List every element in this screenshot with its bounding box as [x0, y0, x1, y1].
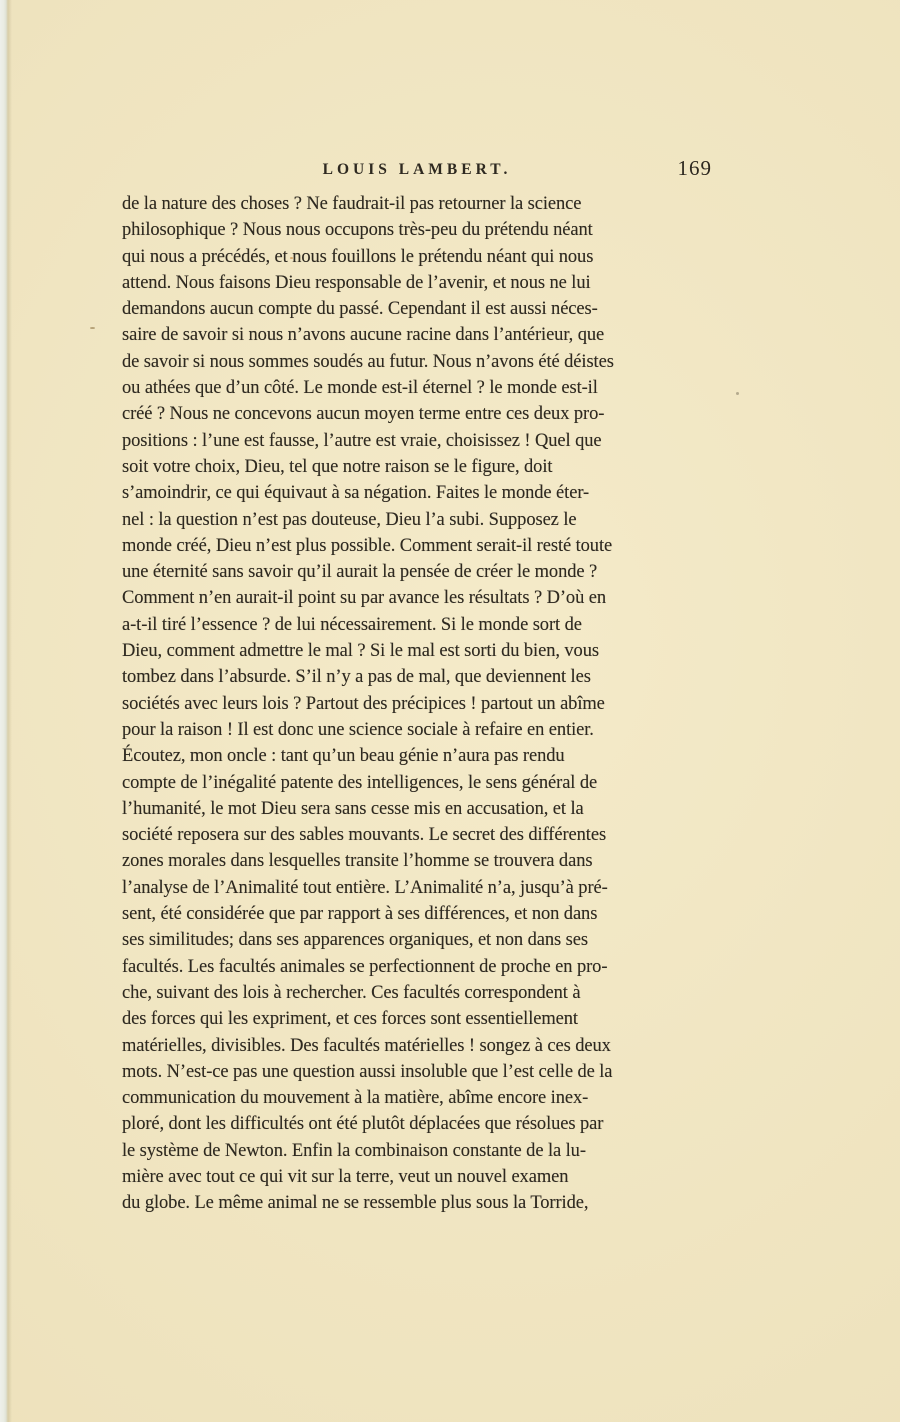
text-line: attend. Nous faisons Dieu responsable de l’avenir, et nous ne lui [122, 272, 591, 293]
text-line: saire de savoir si nous n’avons aucune racine dans l’antérieur, que [122, 325, 605, 346]
text-line: soit votre choix, Dieu, tel que notre raison se le figure, doit [122, 456, 553, 477]
text-line: ou athées que d’un côté. Le monde est-il éternel ? le monde est-il [122, 378, 598, 399]
text-line: l’analyse de l’Animalité tout entière. L’Animalité n’a, jusqu’à pré- [122, 877, 608, 898]
text-line: demandons aucun compte du passé. Cependant il est aussi néces- [122, 299, 598, 320]
text-line: sent, été considérée que par rapport à ses différences, et non dans [122, 904, 598, 925]
text-line: communication du mouvement à la matière, abîme encore inex- [122, 1088, 589, 1109]
text-line: tombez dans l’absurde. S’il n’y a pas de mal, que deviennent les [122, 667, 591, 688]
text-line: du globe. Le même animal ne se ressemble plus sous la Torride, [122, 1193, 589, 1214]
text-line: ses similitudes; dans ses apparences organiques, et non dans ses [122, 930, 588, 951]
book-title: LOUIS LAMBERT. [322, 161, 512, 178]
text-line: l’humanité, le mot Dieu sera sans cesse mis en accusation, et la [122, 798, 584, 819]
text-line: zones morales dans lesquelles transite l’homme se trouvera dans [122, 851, 593, 872]
text-line: che, suivant des lois à rechercher. Ces facultés correspondent à [122, 982, 581, 1003]
body-text-block [122, 191, 712, 1217]
text-line: a-t-il tiré l’essence ? de lui nécessairement. Si le monde sort de [122, 614, 582, 635]
text-line: facultés. Les facultés animales se perfectionnent de proche en pro- [122, 956, 608, 977]
text-line: nel : la question n’est pas douteuse, Dieu l’a subi. Supposez le [122, 509, 577, 530]
text-line: Écoutez, mon oncle : tant qu’un beau génie n’aura pas rendu [122, 746, 565, 767]
text-line: une éternité sans savoir qu’il aurait la pensée de créer le monde ? [122, 562, 598, 583]
text-line: de la nature des choses ? Ne faudrait-il pas retourner la science [122, 194, 582, 214]
text-line: monde créé, Dieu n’est plus possible. Comment serait-il resté toute [122, 535, 613, 556]
paper-speck [90, 327, 95, 329]
text-line: positions : l’une est fausse, l’autre est vraie, choisissez ! Quel que [122, 430, 602, 451]
text-line: ploré, dont les difficultés ont été plutôt déplacées que résolues par [122, 1114, 604, 1135]
text-line: matérielles, divisibles. Des facultés matérielles ! songez à ces deux [122, 1035, 611, 1056]
text-line: philosophique ? Nous nous occupons très-peu du prétendu néant [122, 220, 593, 241]
text-line: société reposera sur des sables mouvants. Le secret des différentes [122, 825, 607, 846]
page-number: 169 [677, 156, 712, 180]
text-line: sociétés avec leurs lois ? Partout des précipices ! partout un abîme [122, 693, 605, 714]
text-line: mots. N’est-ce pas une question aussi insoluble que l’est celle de la [122, 1061, 613, 1082]
paper-speck [736, 392, 739, 395]
text-line: le système de Newton. Enfin la combinaison constante de la lu- [122, 1140, 586, 1161]
text-line: qui nous a précédés, et nous fouillons le prétendu néant qui nous [122, 246, 594, 267]
running-header [122, 156, 712, 184]
text-line: pour la raison ! Il est donc une science sociale à refaire en entier. [122, 719, 594, 740]
text-line: s’amoindrir, ce qui équivaut à sa négation. Faites le monde éter- [122, 483, 590, 504]
text-line: Dieu, comment admettre le mal ? Si le mal est sorti du bien, vous [122, 641, 599, 662]
text-line: Comment n’en aurait-il point su par avance les résultats ? D’où en [122, 588, 607, 609]
text-line: de savoir si nous sommes soudés au futur. Nous n’avons été déistes [122, 351, 614, 372]
text-line: des forces qui les expriment, et ces forces sont essentiellement [122, 1009, 578, 1030]
text-line: mière avec tout ce qui vit sur la terre, veut un nouvel examen [122, 1166, 569, 1187]
page-left-edge [0, 0, 12, 1422]
text-line: créé ? Nous ne concevons aucun moyen terme entre ces deux pro- [122, 404, 605, 425]
text-line: compte de l’inégalité patente des intelligences, le sens général de [122, 772, 598, 793]
